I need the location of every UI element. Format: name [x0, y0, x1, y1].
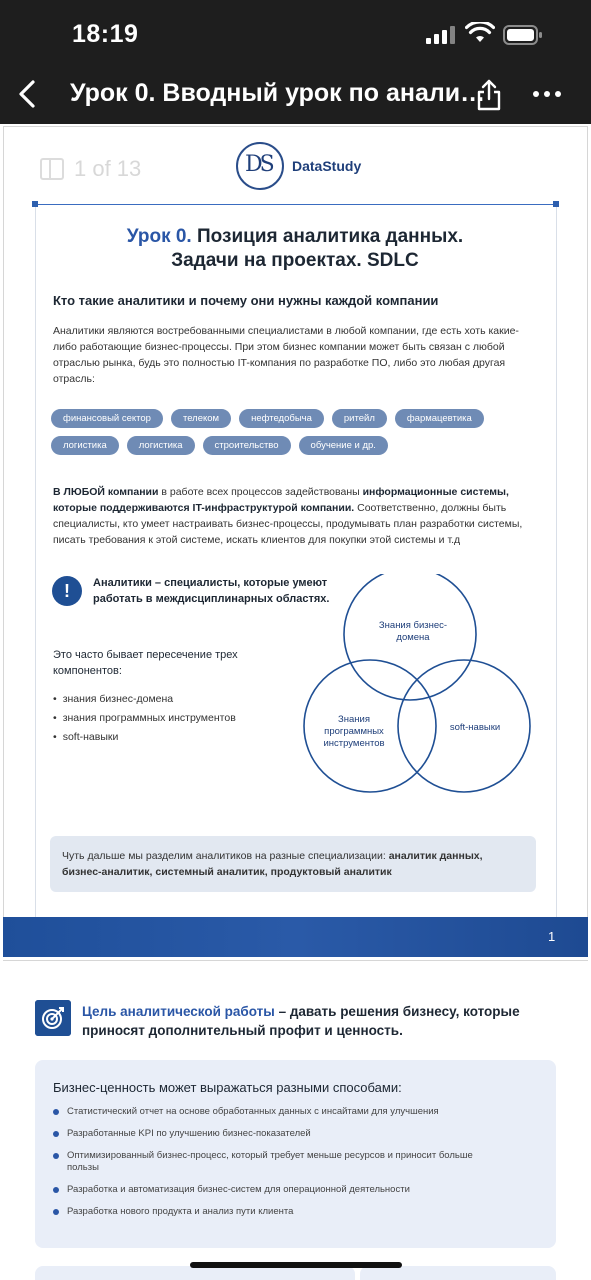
exclamation-icon: !: [52, 576, 82, 606]
page-number: 1: [548, 929, 556, 944]
battery-icon: [503, 24, 543, 46]
lesson-title: Урок 0. Позиция аналитика данных. Задачи на проектах. SDLC: [126, 226, 464, 271]
venn-diagram: [300, 574, 550, 794]
goal-statement: Цель аналитической работы – давать решения бизнесу, которые приносят дополнительный профит и ценность.: [82, 1004, 520, 1038]
target-icon: [35, 1000, 71, 1036]
industry-tags: [51, 409, 521, 463]
page-indicator[interactable]: [40, 152, 155, 186]
industry-tag: логистика: [127, 436, 195, 455]
status-time: 18:19: [72, 20, 139, 48]
top-bar: [0, 0, 591, 124]
selection-handle-right[interactable]: [553, 201, 559, 207]
industry-tag: нефтедобыча: [239, 409, 324, 428]
industry-tag: логистика: [51, 436, 119, 455]
components-list: [53, 690, 236, 747]
industry-tag: телеком: [171, 409, 231, 428]
home-indicator[interactable]: [190, 1262, 402, 1268]
venn-label-top-1: Знания бизнес-: [378, 620, 448, 631]
industry-tag: финансовый сектор: [51, 409, 163, 428]
tag-row-2: [51, 436, 521, 455]
signal-icon: [426, 26, 456, 44]
selection-handle-left[interactable]: [32, 201, 38, 207]
industry-tag: фармацевтика: [395, 409, 484, 428]
logo-text: DataStudy: [292, 158, 362, 174]
share-icon[interactable]: [474, 78, 504, 112]
list-item: Разработка нового продукта и анализ пути клиента: [53, 1206, 523, 1218]
intersection-text: Это часто бывает пересечение трех компонентов:: [53, 649, 238, 677]
it-systems-paragraph: В ЛЮБОЙ компании в работе всех процессов задействованы информационные системы, которые поддерживаются IT-инфраструктурой компании. Соответственно, должны быть специалисты, кто умеет настраивать бизнес-процессы, продумывать план разработки системы, писать требования к этой системе, искать клиентов для покупки этой системы и т.д: [53, 486, 523, 546]
section-heading: Кто такие аналитики и почему они нужны каждой компании: [53, 293, 439, 308]
wifi-icon: [465, 22, 495, 44]
list-item: • знания бизнес-домена: [53, 690, 236, 709]
next-section-box: [360, 1266, 556, 1280]
list-item: • знания программных инструментов: [53, 709, 236, 728]
page-thumbnails-icon: [40, 158, 64, 180]
business-value-title: Бизнес-ценность может выражаться разными способами:: [53, 1080, 402, 1095]
venn-label-left-3: инструментов: [323, 738, 385, 749]
specializations-callout: Чуть дальше мы разделим аналитиков на разные специализации: аналитик данных, бизнес-аналитик, системный аналитик, продуктовый аналитик: [50, 836, 536, 892]
list-item: Разработка и автоматизация бизнес-систем для операционной деятельности: [53, 1184, 523, 1196]
more-icon[interactable]: [532, 89, 562, 99]
intro-paragraph: Аналитики являются востребованными специалистами в любой компании, где есть хоть какие-либо работающие бизнес-процессы. При этом бизнес компании может быть связан с любой отраслью рынка, будь это полностью IT-компания по разработке ПО, либо это любая другая отрасль:: [53, 325, 519, 385]
industry-tag: обучение и др.: [299, 436, 388, 455]
list-item: Разработанные KPI по улучшению бизнес-показателей: [53, 1128, 523, 1140]
analyst-definition: Аналитики – специалисты, которые умеют работать в междисциплинарных областях.: [93, 577, 330, 605]
list-item: • soft-навыки: [53, 728, 236, 747]
industry-tag: ритейл: [332, 409, 387, 428]
page-footer-band: [3, 917, 588, 957]
tag-row-1: [51, 409, 521, 428]
venn-label-left-1: Знания: [338, 714, 370, 725]
logo-mark: DS: [236, 142, 284, 190]
list-item: Статистический отчет на основе обработанных данных с инсайтами для улучшения: [53, 1106, 523, 1118]
industry-tag: строительство: [203, 436, 291, 455]
venn-label-right: soft-навыки: [449, 722, 501, 733]
next-section-box: [35, 1266, 355, 1280]
selection-right-edge: [556, 204, 557, 919]
datastudy-logo: [236, 142, 361, 190]
selection-top-edge: [35, 204, 557, 205]
selection-left-edge: [35, 204, 36, 919]
back-chevron-icon[interactable]: [14, 78, 42, 110]
business-value-list: [53, 1106, 523, 1228]
list-item: Оптимизированный бизнес-процесс, который требует меньше ресурсов и приносит больше пользы: [53, 1150, 473, 1174]
venn-label-left-2: программных: [324, 726, 384, 737]
page-indicator-label: 1 of 13: [74, 156, 142, 181]
document-title: Урок 0. Вводный урок по анали…: [70, 79, 486, 107]
venn-label-top-2: домена: [396, 632, 430, 643]
